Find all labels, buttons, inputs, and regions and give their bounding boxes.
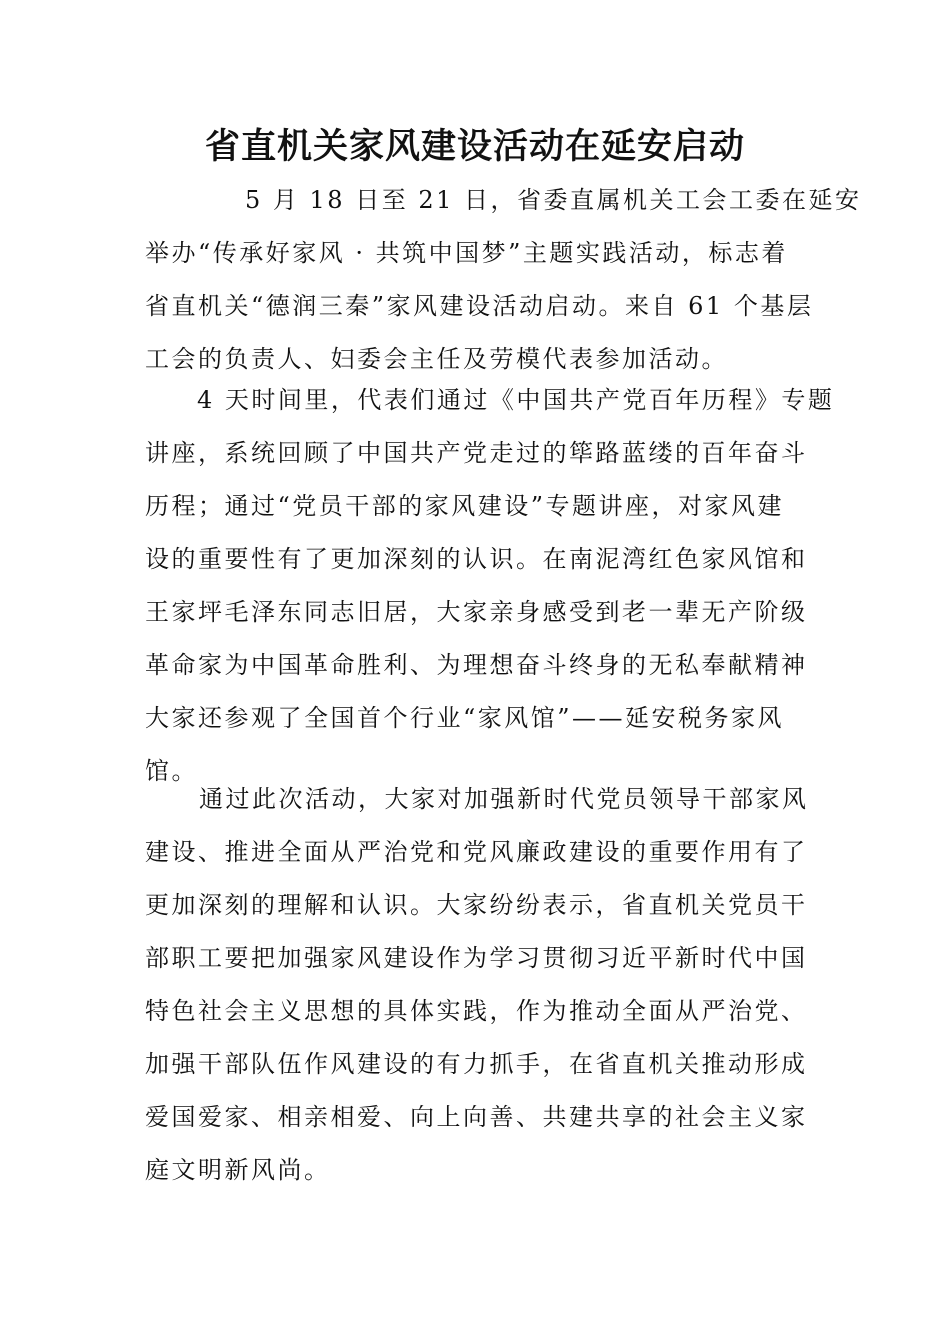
paragraph-line: 加强干部队伍作风建设的有力抓手，在省直机关推动形成 bbox=[145, 1050, 808, 1078]
paragraph-line: 庭文明新风尚。 bbox=[145, 1156, 331, 1184]
paragraph-line: 省直机关“德润三秦”家风建设活动启动。来自 61 个基层 bbox=[145, 292, 814, 320]
paragraph-2 bbox=[145, 374, 835, 798]
paragraph-line: 举办“传承好家风 · 共筑中国梦”主题实践活动，标志着 bbox=[145, 239, 788, 267]
paragraph-line: 特色社会主义思想的具体实践，作为推动全面从严治党、 bbox=[145, 997, 808, 1025]
paragraph-line: 设的重要性有了更加深刻的认识。在南泥湾红色家风馆和 bbox=[145, 545, 808, 573]
paragraph-line: 更加深刻的理解和认识。大家纷纷表示，省直机关党员干 bbox=[145, 891, 808, 919]
paragraph-1 bbox=[145, 174, 862, 386]
paragraph-line: 工会的负责人、妇委会主任及劳模代表参加活动。 bbox=[145, 345, 728, 373]
paragraph-line: 建设、推进全面从严治党和党风廉政建设的重要作用有了 bbox=[145, 838, 808, 866]
paragraph-line: 通过此次活动，大家对加强新时代党员领导干部家风 bbox=[199, 785, 809, 813]
paragraph-line: 革命家为中国革命胜利、为理想奋斗终身的无私奉献精神 bbox=[145, 651, 808, 679]
paragraph-3 bbox=[145, 773, 807, 1197]
paragraph-line: 王家坪毛泽东同志旧居，大家亲身感受到老一辈无产阶级 bbox=[145, 598, 808, 626]
paragraph-line: 部职工要把加强家风建设作为学习贯彻习近平新时代中国 bbox=[145, 944, 808, 972]
paragraph-line: 爱国爱家、相亲相爱、向上向善、共建共享的社会主义家 bbox=[145, 1103, 808, 1131]
paragraph-line: 馆。 bbox=[145, 757, 198, 785]
paragraph-line: 5 月 18 日至 21 日，省委直属机关工会工委在延安 bbox=[245, 186, 862, 214]
document-title: 省直机关家风建设活动在延安启动 bbox=[204, 126, 745, 167]
paragraph-line: 大家还参观了全国首个行业“家风馆”——延安税务家风 bbox=[145, 704, 785, 732]
paragraph-line: 历程；通过“党员干部的家风建设”专题讲座，对家风建 bbox=[145, 492, 785, 520]
paragraph-line: 4 天时间里，代表们通过《中国共产党百年历程》专题 bbox=[197, 386, 835, 414]
paragraph-line: 讲座，系统回顾了中国共产党走过的筚路蓝缕的百年奋斗 bbox=[145, 439, 808, 467]
